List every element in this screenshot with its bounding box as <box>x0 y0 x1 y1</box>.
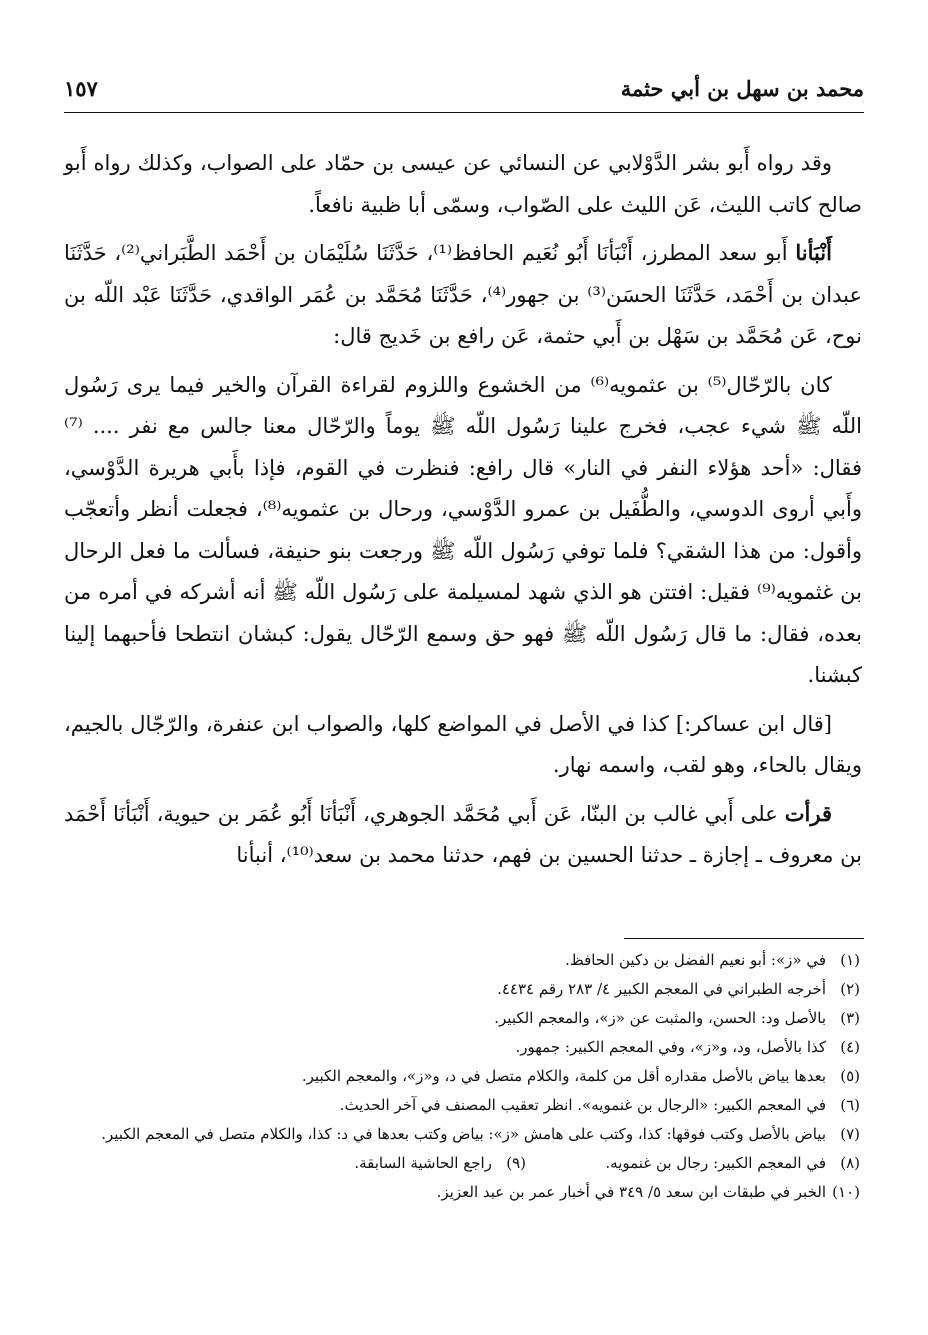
footnote <box>64 1004 860 1033</box>
footnote-number: (٦) <box>840 1096 860 1114</box>
footnote-number: (٢) <box>840 980 860 998</box>
paragraph <box>64 232 862 358</box>
footnote <box>64 975 860 1004</box>
footnote-number: (٥) <box>840 1067 860 1085</box>
footnote-text: بياض بالأصل وكتب فوقها: كذا، وكتب على هامش «ز»: بياض وكتب بعدها في د: كذا، والكلام متصل في المعجم الكبير. <box>101 1125 826 1143</box>
paragraph-text: أَبو سعد المطرز، أَنْبَأنَا أَبُو نُعَيم الحافظ⁽¹⁾، حَدَّثَنَا سُلَيْمَان بن أَحْمَد الطَّبَراني⁽²⁾، حَدَّثَنَا عبدان بن أَحْمَد، حَدَّثَنَا الحسَن⁽³⁾ بن جهور⁽⁴⁾، حَدَّثَنَا مُحَمَّد بن عُمَر الواقدي، حَدَّثَنَا عَبْد اللّه بن نوح، عَن مُحَمَّد بن سَهْل بن أَبي حثمة، عَن رافع بن خَديج قال: <box>64 241 862 348</box>
footnote <box>64 1062 860 1091</box>
header-rule <box>64 112 864 113</box>
paragraph <box>64 364 862 697</box>
footnote-number: (٤) <box>840 1038 860 1056</box>
footnote <box>64 1033 860 1062</box>
footnote-text: أخرجه الطبراني في المعجم الكبير ٤/ ٢٨٣ رقم ٤٤٣٤. <box>497 980 826 998</box>
footnote-number: (١) <box>840 951 860 969</box>
footnote-rule <box>624 938 864 939</box>
footnote-number: (٣) <box>840 1009 860 1027</box>
header-title: محمد بن سهل بن أبي حثمة <box>620 76 864 101</box>
paragraph-lead: قرأت <box>784 800 832 826</box>
paragraph <box>64 142 862 226</box>
footnote-text: كذا بالأصل، ود، و«ز»، وفي المعجم الكبير: جمهور. <box>515 1038 826 1056</box>
footnote-text: الخبر في طبقات ابن سعد ٥/ ٣٤٩ في أخبار عمر بن عبد العزيز. <box>436 1183 826 1201</box>
footnote-number: (٩) <box>506 1154 526 1172</box>
footnote <box>64 1149 860 1178</box>
page-number: ١٥٧ <box>64 76 98 101</box>
paragraph-text: على أَبي غالب بن البنّا، عَن أَبي مُحَمَّد الجوهري، أَنْبَأنَا أَبُو عُمَر بن حيوية، أَنْبَأنَا أَحْمَد بن معروف ـ إجازة ـ حدثنا الحسين بن فهم، حدثنا محمد بن سعد⁽¹⁰⁾، أنبأنا <box>64 801 862 867</box>
footnote <box>64 1178 860 1207</box>
footnote-text: في المعجم الكبير: رجال بن غنمويه. <box>605 1154 826 1172</box>
paragraph <box>64 793 862 877</box>
footnotes <box>64 946 860 1207</box>
footnote-pair <box>64 1149 826 1178</box>
footnote-number: (٨) <box>840 1154 860 1172</box>
footnote-text: في المعجم الكبير: «الرجال بن غنمويه». انظر تعقيب المصنف في آخر الحديث. <box>339 1096 826 1114</box>
running-header <box>64 70 864 110</box>
paragraph-text: [قال ابن عساكر:] كذا في الأصل في المواضع كلها، والصواب ابن عنفرة، والرّجّال بالجيم، ويقال بالحاء، وهو لقب، واسمه نهار. <box>64 711 862 777</box>
footnote-text: بالأصل ود: الحسن، والمثبت عن «ز»، والمعجم الكبير. <box>494 1009 826 1027</box>
footnote-second <box>64 1149 526 1178</box>
footnote <box>64 1120 860 1149</box>
paragraph-lead: أَنْبَأنا <box>795 240 832 265</box>
main-text <box>64 142 862 883</box>
footnote <box>64 1091 860 1120</box>
footnote-text: في «ز»: أبو نعيم الفضل بن دكين الحافظ. <box>565 951 826 969</box>
paragraph <box>64 703 862 787</box>
paragraph-text: وقد رواه أَبو بشر الدَّوْلابي عن النسائي عن عيسى بن حمّاد على الصواب، وكذلك رواه أَبو صالح كاتب الليث، عَن الليث على الصّواب، وسمّى أبا ظبية نافعاً. <box>64 151 862 217</box>
footnote-number: (٧) <box>840 1125 860 1143</box>
footnote-text: بعدها بياض بالأصل مقداره أقل من كلمة، والكلام متصل في د، و«ز»، والمعجم الكبير. <box>301 1067 826 1085</box>
footnote-number: (١٠) <box>832 1183 860 1201</box>
paragraph-text: كان بالرّحّال⁽⁵⁾ بن عثمويه⁽⁶⁾ من الخشوع واللزوم لقراءة القرآن والخير فيما يرى رَسُول اللّه ﷺ شيء عجب، فخرج علينا رَسُول اللّه ﷺ يوماً والرّحّال معنا جالس مع نفر .... ⁽⁷⁾ فقال: «أحد هؤلاء النفر في النار» قال رافع: فنظرت في القوم، فإذا بأَبي هريرة الدَّوْسي، وأَبي أروى الدوسي، والطُّفَيل بن عمرو الدَّوْسي، ورحال بن عثمويه⁽⁸⁾، فجعلت أنظر وأتعجّب وأقول: من هذا الشقي؟ فلما توفي رَسُول اللّه ﷺ ورجعت بنو حنيفة، فسألت ما فعل الرحال بن غثمويه⁽⁹⁾ فقيل: افتتن هو الذي شهد لمسيلمة على رَسُول اللّه ﷺ أنه أشركه في أمره من بعده، فقال: ما قال رَسُول اللّه ﷺ فهو حق وسمع الرّحّال يقول: كبشان انتطحا فأحبهما إلينا كبشنا. <box>64 372 862 687</box>
footnote <box>64 946 860 975</box>
footnote-text: راجع الحاشية السابقة. <box>354 1154 492 1172</box>
